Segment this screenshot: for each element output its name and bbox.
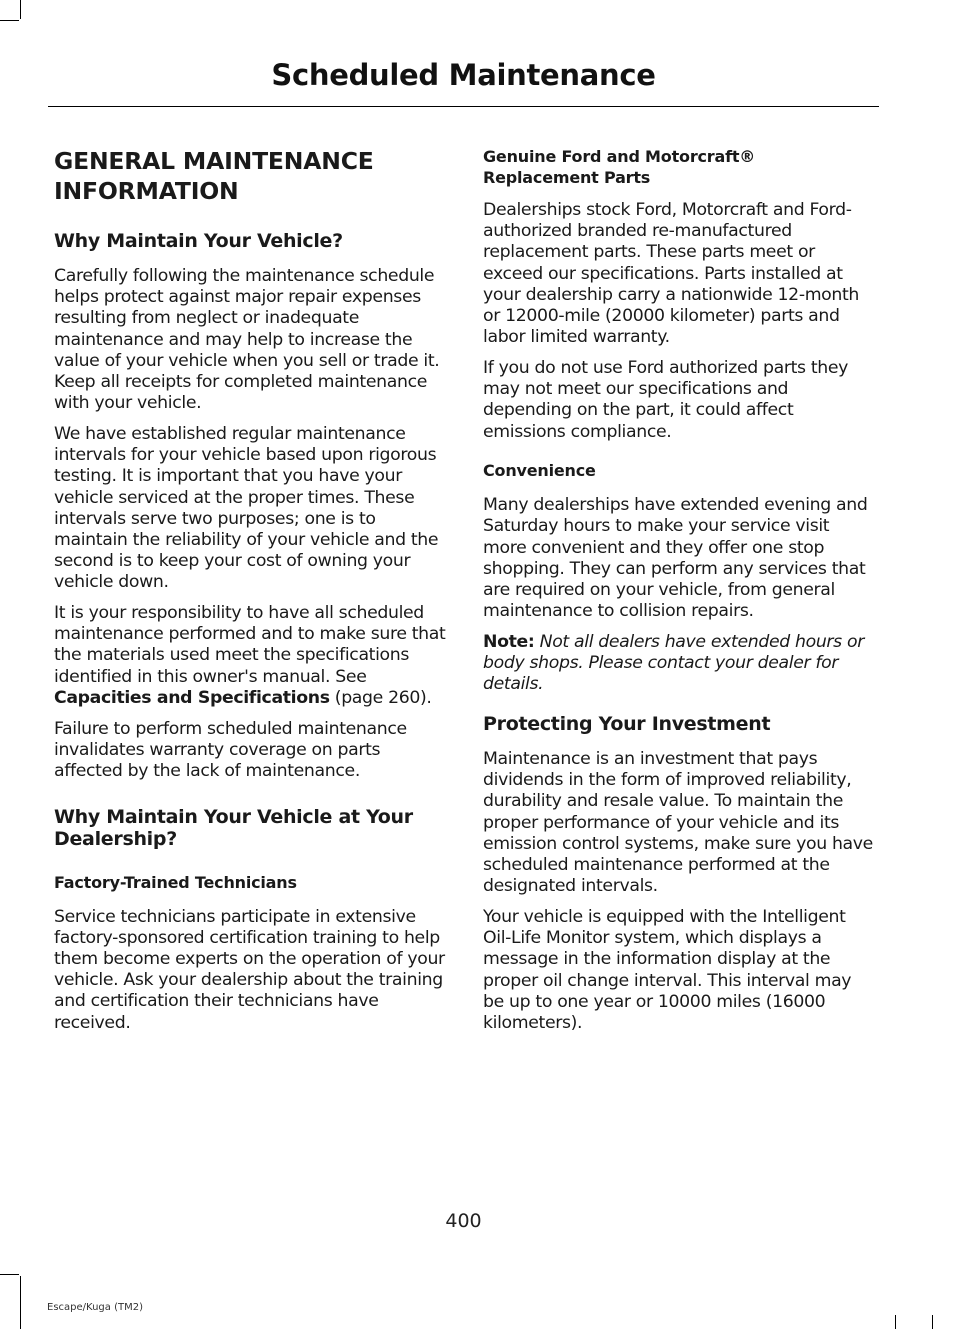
section-title: GENERAL MAINTENANCE INFORMATION [54, 147, 374, 205]
crop-mark-top-left-h [0, 20, 19, 21]
replacement-parts-paragraph-2: If you do not use Ford authorized parts they may not meet our specifications and depending on the part, it could affect emissions compliance. [483, 357, 849, 442]
note-text: Not all dealers have extended hours or body shops. Please contact your dealer for details. [483, 631, 864, 695]
page-number: 400 [445, 1210, 482, 1232]
replacement-parts-paragraph-1: Dealerships stock Ford, Motorcraft and Ford-authorized branded re-manufactured replacement parts. These parts meet or exceed our specifications. Parts installed at your dealership carry a nationwide 12-month or 12000-mile (20000 kilometer) parts and labor limited warranty. [483, 200, 860, 348]
convenience-heading: Convenience [483, 461, 596, 481]
why-maintain-paragraph-2: We have established regular maintenance intervals for your vehicle based upon rigorous testing. It is important that you have your vehicle serviced at the proper times. These intervals serve two purposes; one is to maintain the reliability of your vehicle and the second is to keep your cost of owning your vehicle down. [54, 423, 439, 593]
crop-mark-top-left-v [20, 0, 21, 19]
technicians-heading: Factory-Trained Technicians [54, 872, 297, 892]
left-column [54, 146, 446, 1043]
crop-mark-bottom-left-h [0, 1274, 19, 1275]
investment-paragraph-2: Your vehicle is equipped with the Intelligent Oil-Life Monitor system, which displays a message in the information display at the proper oil change interval. This interval may be up to one year or 10000 miles (16000 kilometers). [483, 906, 852, 1033]
convenience-note [483, 632, 875, 696]
why-maintain-paragraph-3 [54, 603, 446, 709]
convenience-paragraph: Many dealerships have extended evening and Saturday hours to make your service visit more convenient and they offer one stop shopping. They can perform any services that are required on your vehicle, from general maintenance to collision repairs. [483, 495, 868, 622]
investment-heading: Protecting Your Investment [483, 713, 771, 736]
crop-mark-bottom-right-v2 [932, 1315, 933, 1329]
why-maintain-paragraph-1: Carefully following the maintenance schedule helps protect against major repair expenses resulting from neglect or inadequate maintenance and may help to increase the value of your vehicle when you sell or trade it. Keep all receipts for completed maintenance with your vehicle. [54, 266, 440, 414]
title-divider [48, 106, 879, 107]
page-title: Scheduled Maintenance [271, 58, 656, 92]
replacement-parts-heading: Genuine Ford and Motorcraft® Replacement Parts [483, 147, 756, 187]
note-label: Note: [483, 631, 535, 652]
footer-model-label: Escape/Kuga (TM2) [47, 1302, 143, 1313]
dealership-heading: Why Maintain Your Vehicle at Your Dealership? [54, 805, 413, 850]
crop-mark-bottom-right-v1 [895, 1315, 896, 1329]
responsibility-text: It is your responsibility to have all scheduled maintenance performed and to make sure that the materials used meet the specifications identified in this owner's manual. See [54, 603, 446, 687]
right-column [483, 146, 875, 1044]
why-maintain-heading: Why Maintain Your Vehicle? [54, 230, 343, 252]
technicians-paragraph: Service technicians participate in extensive factory-sponsored certification training to help them become experts on the operation of your vehicle. Ask your dealership about the training and certification their technicians have received. [54, 906, 445, 1033]
why-maintain-paragraph-4: Failure to perform scheduled maintenance invalidates warranty coverage on parts affected by the lack of maintenance. [54, 718, 407, 781]
investment-paragraph-1: Maintenance is an investment that pays dividends in the form of improved reliability, durability and resale value. To maintain the proper performance of your vehicle and its emission control systems, make sure you have scheduled maintenance performed at the designated intervals. [483, 749, 873, 897]
crop-mark-bottom-left-v [20, 1276, 21, 1329]
capacities-specifications-link[interactable]: Capacities and Specifications [54, 687, 330, 708]
page-reference: (page 260). [329, 687, 432, 708]
